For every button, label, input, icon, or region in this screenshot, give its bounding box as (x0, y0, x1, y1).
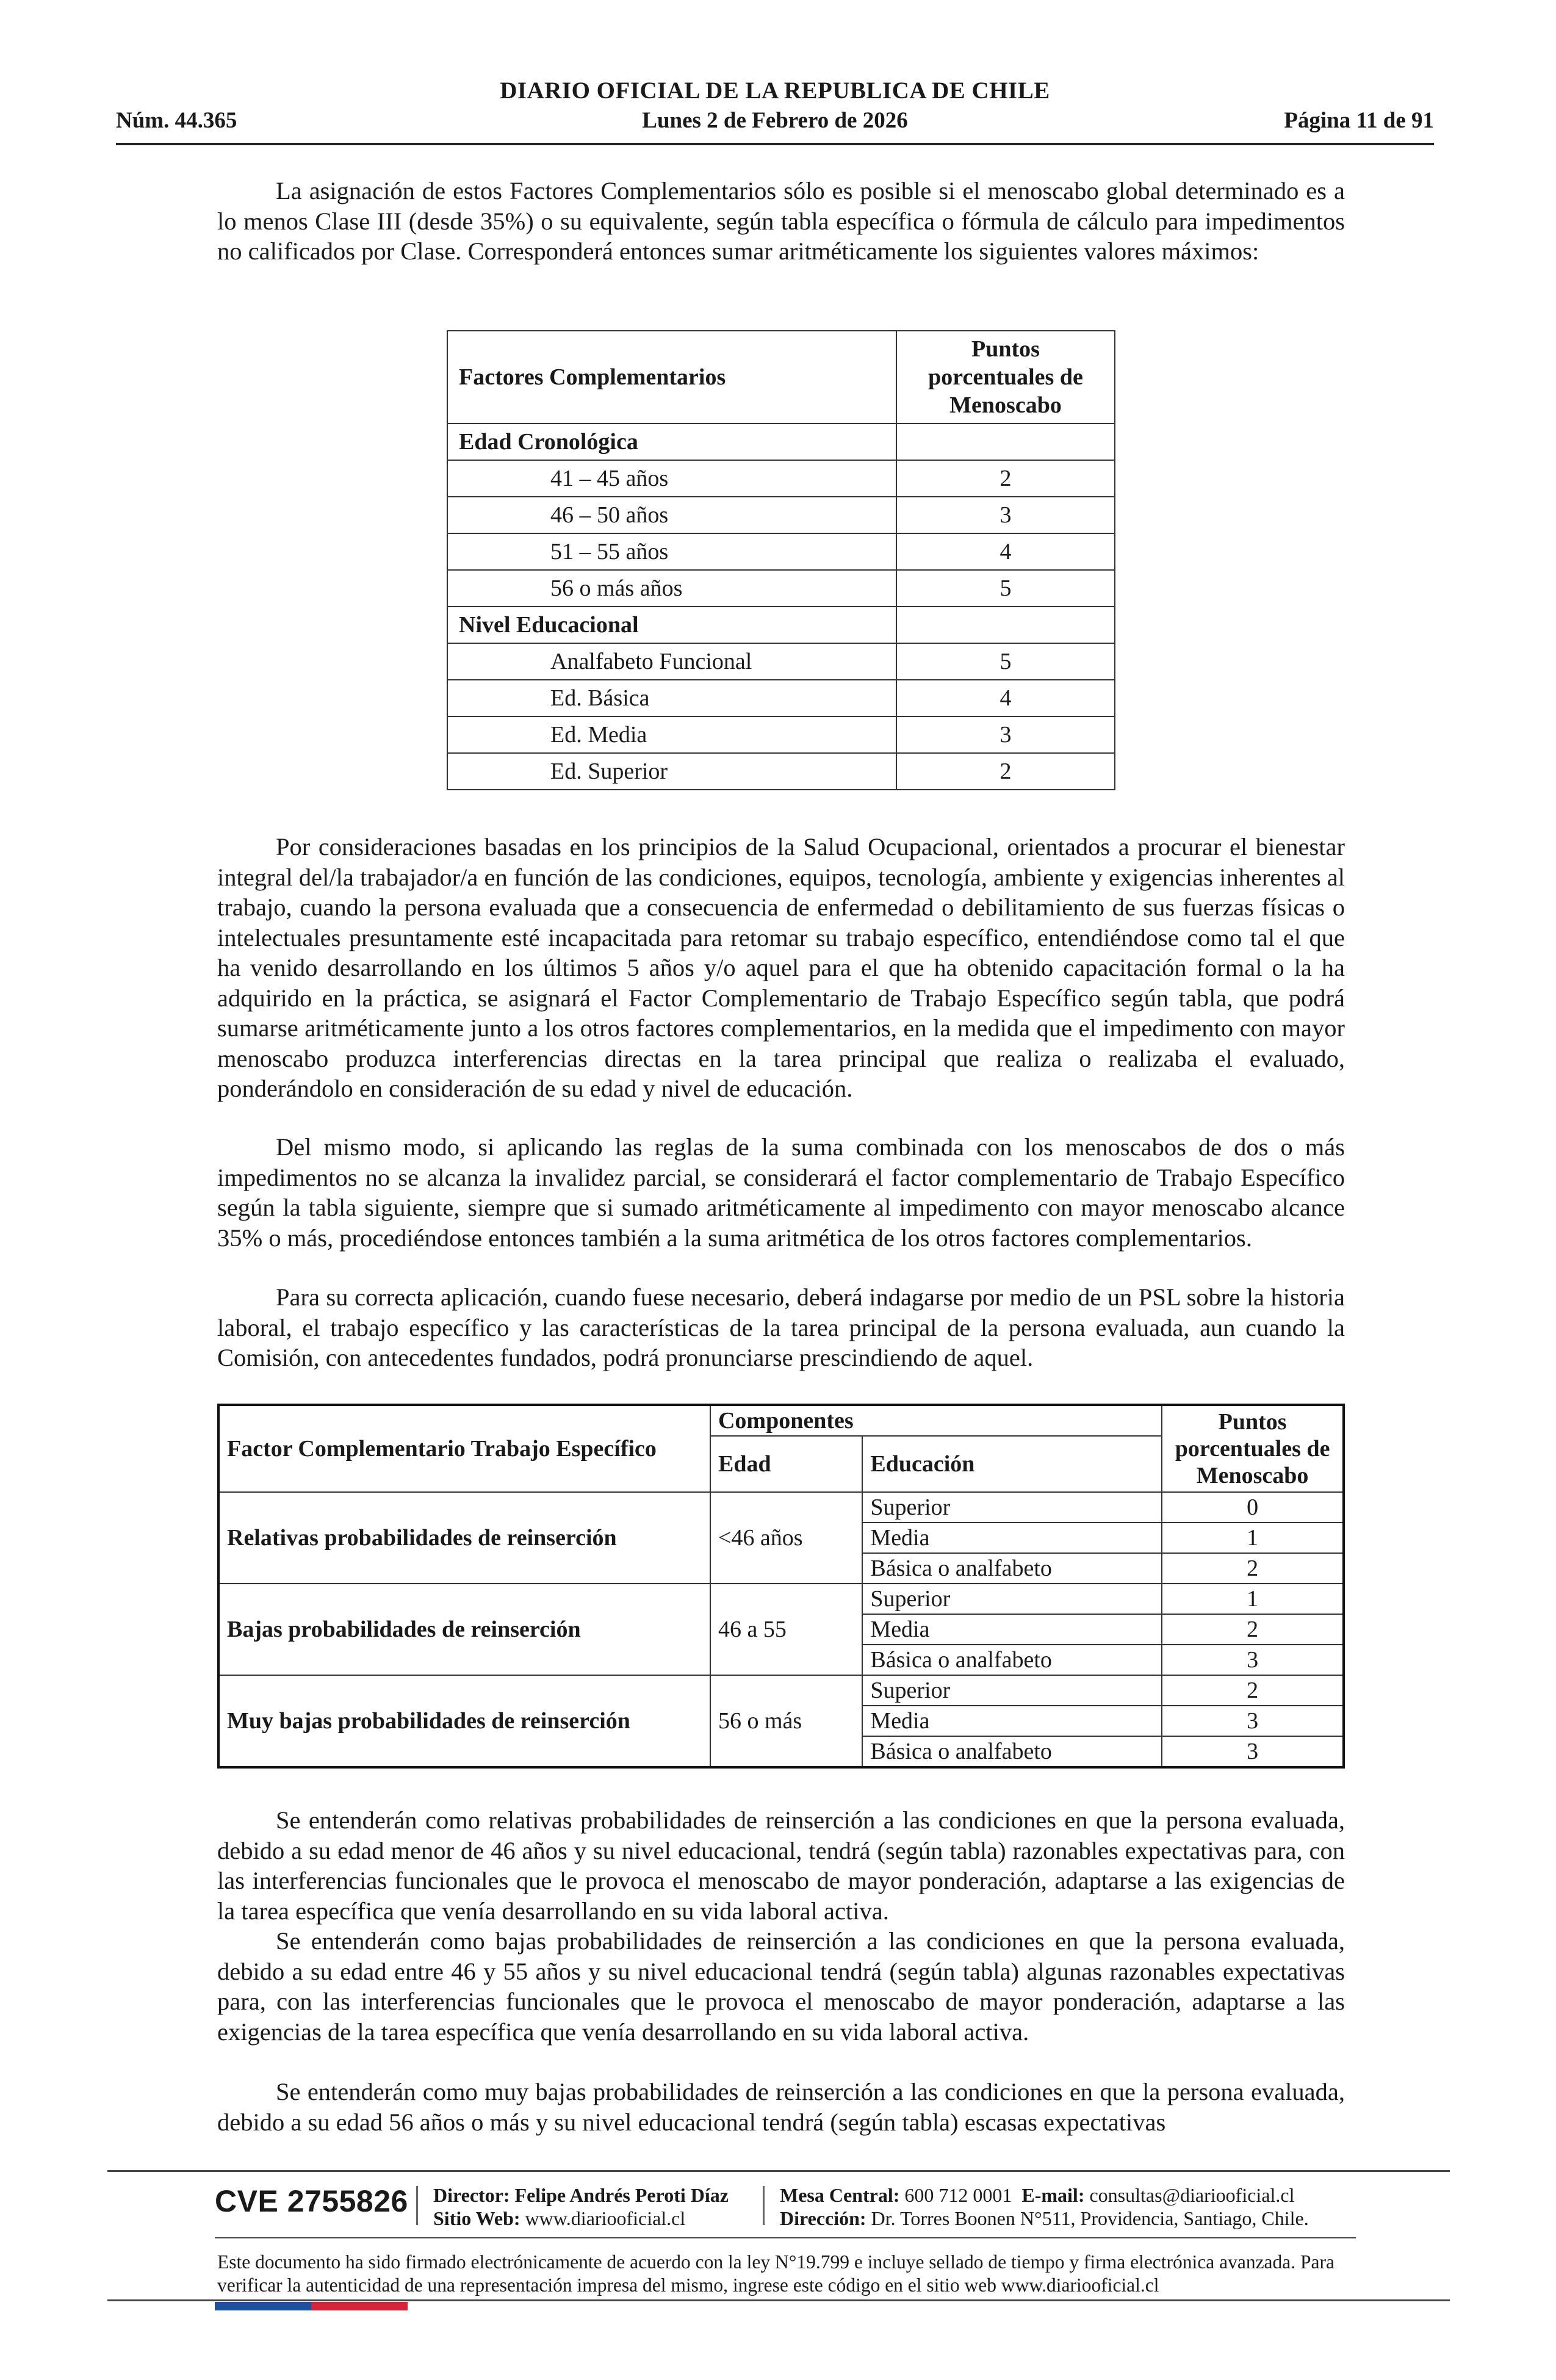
header-points: Puntos porcentuales de Menoscabo (1162, 1405, 1344, 1492)
director-name: Felipe Andrés Peroti Díaz (514, 2184, 729, 2206)
newspaper-title: DIARIO OFICIAL DE LA REPUBLICA DE CHILE (500, 78, 1050, 104)
header-factor: Factor Complementario Trabajo Específico (218, 1405, 710, 1492)
education-cell: Superior (862, 1675, 1162, 1706)
header-points: Puntos porcentuales de Menoscabo (896, 331, 1115, 424)
table-row (447, 460, 1115, 497)
paragraph: Se entenderán como relativas probabilidades de reinserción a las condiciones en que la persona evaluada, debido a su edad menor de 46 años y su nivel educacional, tendrá (según tabla) razonables expectativas para, con las interferencias funcionales que le provoca el menoscabo de mayor ponderación, adaptarse a las exigencias de la tarea específica que venía desarrollando en su vida laboral activa. (217, 1806, 1345, 1925)
education-cell: Básica o analfabeto (862, 1553, 1162, 1584)
table-row (447, 753, 1115, 790)
points-cell: 2 (1162, 1553, 1344, 1584)
education-cell: Media (862, 1706, 1162, 1736)
footer-divider (416, 2186, 418, 2225)
row-points: 3 (896, 716, 1115, 753)
section-row (447, 424, 1115, 460)
page-header (116, 74, 1434, 145)
points-cell: 2 (1162, 1675, 1344, 1706)
section-label: Nivel Educacional (447, 607, 896, 643)
table-row (218, 1492, 1344, 1523)
director-label: Director: (433, 2184, 510, 2206)
web-link[interactable]: www.diariooficial.cl (525, 2207, 686, 2229)
cve-code: CVE 2755826 (215, 2184, 408, 2218)
footer-top-rule (107, 2170, 1450, 2172)
paragraph: Por consideraciones basadas en los principios de la Salud Ocupacional, orientados a procurar el bienestar integral del/la trabajador/a en función de las condiciones, equipos, tecnología, ambiente y exigencias inherentes al trabajo, cuando la persona evaluada que a consecuencia de enfermedad o debilitamiento de sus fuerzas físicas o intelectuales presuntamente esté incapacitada para retomar su trabajo específico, entendiéndose como tal el que ha venido desarrollando en los últimos 5 años y/o aquel para el que ha obtenido capacitación formal o la ha adquirido en la práctica, se asignará el Factor Complementario de Trabajo Específico según tabla, que podrá sumarse aritméticamente junto a los otros factores complementarios, en la medida que el impedimento con mayor menoscabo produzca interferencias directas en la tarea principal que realiza o realizaba el evaluado, ponderándolo en consideración de su edad y nivel de educación. (217, 833, 1345, 1102)
row-label: Analfabeto Funcional (447, 643, 896, 680)
row-label: 56 o más años (447, 570, 896, 607)
header-age: Edad (710, 1436, 862, 1492)
footer-mid-rule (215, 2237, 1356, 2238)
table-header-row (447, 331, 1115, 424)
footer-bottom-rule (107, 2299, 1450, 2301)
row-points: 4 (896, 680, 1115, 716)
specific-work-factor-table (217, 1404, 1345, 1769)
footer-contact-block (780, 2183, 1309, 2230)
flag-bar-red (311, 2302, 408, 2310)
education-cell: Media (862, 1614, 1162, 1645)
issue-number: Núm. 44.365 (116, 108, 237, 133)
table-row (447, 533, 1115, 570)
footer-divider (763, 2186, 765, 2225)
education-cell: Superior (862, 1584, 1162, 1614)
group-age: <46 años (710, 1492, 862, 1584)
phone-number: 600 712 0001 (904, 2184, 1012, 2206)
education-cell: Básica o analfabeto (862, 1736, 1162, 1767)
issue-date: Lunes 2 de Febrero de 2026 (642, 108, 908, 133)
row-points: 5 (896, 570, 1115, 607)
table-header-row (218, 1405, 1344, 1436)
email-label: E-mail: (1021, 2184, 1085, 2206)
row-points: 5 (896, 643, 1115, 680)
row-label: 46 – 50 años (447, 497, 896, 533)
row-label: 51 – 55 años (447, 533, 896, 570)
group-label: Muy bajas probabilidades de reinserción (218, 1675, 710, 1767)
signature-note: Este documento ha sido firmado electrónicamente de acuerdo con la ley N°19.799 e incluye sellado de tiempo y firma electrónica avanzada. Para verificar la autenticidad de una representación impresa del mismo, ingrese este código en el sitio web www.diariooficial.cl (217, 2251, 1334, 2296)
header-components: Componentes (710, 1405, 1162, 1436)
group-label: Bajas probabilidades de reinserción (218, 1584, 710, 1675)
paragraph: Se entenderán como bajas probabilidades de reinserción a las condiciones en que la persona evaluada, debido a su edad entre 46 y 55 años y su nivel educacional tendrá (según tabla) algunas razonables expectativas para, con las interferencias funcionales que le provoca el menoscabo de mayor ponderación, adaptarse a las exigencias de la tarea específica que venía desarrollando en su vida laboral activa. (217, 1927, 1345, 2046)
education-cell: Superior (862, 1492, 1162, 1523)
table-row (447, 643, 1115, 680)
education-cell: Media (862, 1523, 1162, 1553)
points-cell: 2 (1162, 1614, 1344, 1645)
header-factor: Factores Complementarios (447, 331, 896, 424)
group-label: Relativas probabilidades de reinserción (218, 1492, 710, 1584)
phone-label: Mesa Central: (780, 2184, 900, 2206)
row-label: Ed. Superior (447, 753, 896, 790)
email-link[interactable]: consultas@diariooficial.cl (1089, 2184, 1295, 2206)
row-label: Ed. Media (447, 716, 896, 753)
education-cell: Básica o analfabeto (862, 1645, 1162, 1675)
row-label: 41 – 45 años (447, 460, 896, 497)
page-number: Página 11 de 91 (1284, 108, 1434, 133)
address-label: Dirección: (780, 2207, 866, 2229)
row-label: Ed. Básica (447, 680, 896, 716)
points-cell: 1 (1162, 1523, 1344, 1553)
footer-director-block (433, 2183, 729, 2230)
points-cell: 0 (1162, 1492, 1344, 1523)
table-row (218, 1675, 1344, 1706)
table-row (447, 570, 1115, 607)
group-age: 56 o más (710, 1675, 862, 1767)
points-cell: 3 (1162, 1736, 1344, 1767)
points-cell: 3 (1162, 1645, 1344, 1675)
points-cell: 3 (1162, 1706, 1344, 1736)
row-points: 4 (896, 533, 1115, 570)
table-row (447, 716, 1115, 753)
paragraph: Se entenderán como muy bajas probabilidades de reinserción a las condiciones en que la persona evaluada, debido a su edad 56 años o más y su nivel educacional tendrá (según tabla) escasas expectativas (217, 2078, 1345, 2136)
header-education: Educación (862, 1436, 1162, 1492)
paragraph: Para su correcta aplicación, cuando fuese necesario, deberá indagarse por medio de un PSL sobre la historia laboral, el trabajo específico y las características de la tarea principal de la persona evaluada, aun cuando la Comisión, con antecedentes fundados, podrá pronunciarse prescindiendo de aquel. (217, 1283, 1345, 1371)
group-age: 46 a 55 (710, 1584, 862, 1675)
section-row (447, 607, 1115, 643)
paragraph: Del mismo modo, si aplicando las reglas de la suma combinada con los menoscabos de dos o más impedimentos no se alcanza la invalidez parcial, se considerará el factor complementario de Trabajo Específico según la tabla siguiente, siempre que si sumado aritméticamente al impedimento con mayor menoscabo alcance 35% o más, procediéndose entonces también a la suma aritmética de los otros factores complementarios. (217, 1133, 1345, 1252)
flag-bar-blue (215, 2302, 311, 2310)
row-points: 2 (896, 460, 1115, 497)
paragraph: La asignación de estos Factores Complementarios sólo es posible si el menoscabo global determinado es a lo menos Clase III (desde 35%) o su equivalente, según tabla específica o fórmula de cálculo para impedimentos no calificados por Clase. Corresponderá entonces sumar aritméticamente los siguientes valores máximos: (217, 177, 1345, 265)
address: Dr. Torres Boonen N°511, Providencia, Santiago, Chile. (871, 2207, 1309, 2229)
row-points: 3 (896, 497, 1115, 533)
section-label: Edad Cronológica (447, 424, 896, 460)
web-label: Sitio Web: (433, 2207, 520, 2229)
table-row (447, 680, 1115, 716)
row-points: 2 (896, 753, 1115, 790)
complementary-factors-table (447, 330, 1115, 790)
table-row (218, 1584, 1344, 1614)
points-cell: 1 (1162, 1584, 1344, 1614)
table-row (447, 497, 1115, 533)
